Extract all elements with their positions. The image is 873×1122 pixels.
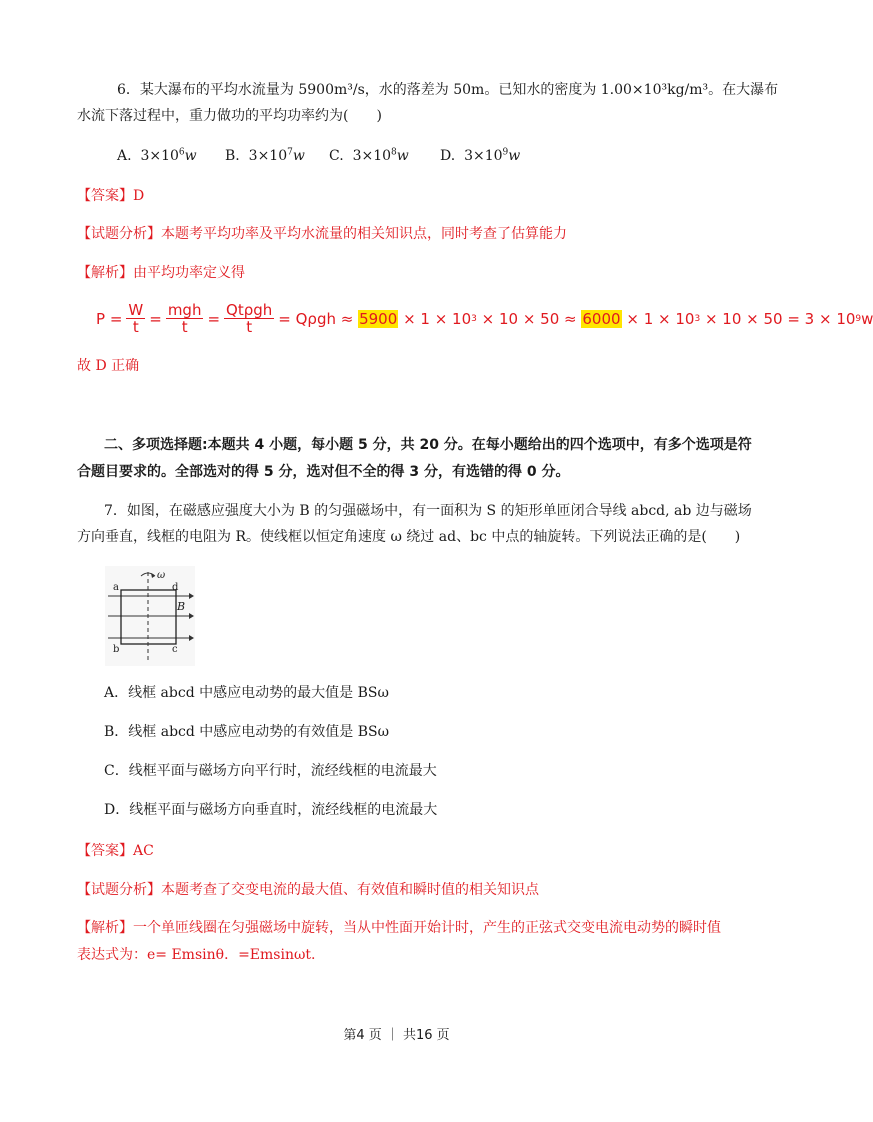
fraction-denominator: t xyxy=(132,318,139,336)
fraction-w-over-t xyxy=(126,302,145,335)
q6-line1: 6．某大瀑布的平均水流量为 5900m³/s，水的落差为 50m。已知水的密度为 1.00×10³kg/m³。在大瀑布 xyxy=(117,82,779,98)
fraction-denominator: t xyxy=(246,318,253,336)
label-c: c xyxy=(172,644,178,655)
q7-line1: 7．如图，在磁感应强度大小为 B 的匀强磁场中，有一面积为 S 的矩形单匝闭合导线 abcd, ab 边与磁场 xyxy=(104,503,752,519)
fraction-numerator: mgh xyxy=(167,301,202,319)
option-value: 3×10 xyxy=(140,148,179,164)
q7-figure xyxy=(105,566,195,666)
option-unit: w xyxy=(292,148,305,164)
formula-part: × 1 × 10 xyxy=(403,309,472,328)
q6-option-a xyxy=(117,146,197,166)
q6-answer: 【答案】D xyxy=(77,188,145,204)
q6-option-b xyxy=(225,146,305,166)
option-exponent: 8 xyxy=(391,147,397,158)
option-unit: w xyxy=(508,148,521,164)
q6-line2: 水流下落过程中，重力做功的平均功率约为( ) xyxy=(77,108,382,124)
option-value: 3×10 xyxy=(352,148,392,164)
q7-line2: 方向垂直，线框的电阻为 R。使线框以恒定角速度 ω 绕过 ad、bc 中点的轴旋转。下列说法正确的是( ) xyxy=(77,529,741,545)
option-value: 3×10 xyxy=(464,148,503,164)
fraction-qtrhogh-over-t xyxy=(224,302,274,335)
q6-solution: 【解析】由平均功率定义得 xyxy=(77,265,245,281)
option-label: A. xyxy=(117,148,132,164)
label-a: a xyxy=(113,582,119,593)
q7-solution-line2: 表达式为：e= Emsinθ．=Emsinωt. xyxy=(77,947,316,963)
q6-option-d xyxy=(440,146,520,166)
highlight-5900: 5900 xyxy=(359,309,398,328)
formula-part: × 10 × 50 ≈ xyxy=(481,309,577,328)
q7-option-a: A．线框 abcd 中感应电动势的最大值是 BSω xyxy=(104,685,389,701)
formula-unit: w xyxy=(861,309,873,328)
section2-line1: 二、多项选择题:本题共 4 小题，每小题 5 分，共 20 分。在每小题给出的四个选项中，有多个选项是符 xyxy=(104,437,752,453)
option-exponent: 6 xyxy=(178,147,185,158)
option-exponent: 7 xyxy=(287,147,293,158)
q6-option-c xyxy=(329,146,409,166)
option-label: B. xyxy=(225,148,240,164)
option-label: D. xyxy=(440,148,456,164)
fraction-numerator: W xyxy=(128,301,144,319)
option-exponent: 9 xyxy=(502,147,509,158)
fraction-numerator: Qtρgh xyxy=(226,301,273,319)
q7-option-b: B．线框 abcd 中感应电动势的有效值是 BSω xyxy=(104,724,390,740)
q7-option-c: C．线框平面与磁场方向平行时，流经线框的电流最大 xyxy=(104,763,437,779)
fraction-mgh-over-t xyxy=(166,302,204,335)
highlight-6000: 6000 xyxy=(582,309,621,328)
option-value: 3×10 xyxy=(248,148,288,164)
equals-sign: = xyxy=(207,309,221,328)
formula-part: × 1 × 10 xyxy=(626,309,695,328)
q6-conclusion: 故 D 正确 xyxy=(77,358,140,374)
option-label: C. xyxy=(329,148,344,164)
label-omega: ω xyxy=(157,570,166,581)
q7-answer: 【答案】AC xyxy=(77,843,154,859)
label-field-b: B xyxy=(177,600,186,613)
option-unit: w xyxy=(184,148,197,164)
page-footer: 第4 页 ｜ 共16 页 xyxy=(343,1028,450,1043)
formula-mid: = Qρgh ≈ xyxy=(278,309,354,328)
q6-analysis: 【试题分析】本题考平均功率及平均水流量的相关知识点，同时考查了估算能力 xyxy=(77,226,567,242)
section2-line2: 合题目要求的。全部选对的得 5 分，选对但不全的得 3 分，有选错的得 0 分。 xyxy=(77,464,570,480)
equals-sign: = xyxy=(149,309,162,328)
q7-analysis: 【试题分析】本题考查了交变电流的最大值、有效值和瞬时值的相关知识点 xyxy=(77,882,539,898)
formula-lhs: P = xyxy=(96,309,123,328)
q7-option-d: D．线框平面与磁场方向垂直时，流经线框的电流最大 xyxy=(104,802,438,818)
fraction-denominator: t xyxy=(181,318,188,336)
option-unit: w xyxy=(396,148,409,164)
label-b: b xyxy=(113,644,120,655)
q6-formula: P = $\frac{W}{t}$ = $\frac{\text{mgh}}{t}$ = $\frac{\text{Qtρgh}}{t}$ = Qρgh ≈ 5900 × 1 × 10 3 × 10 × 50 ≈ 6000 × 1 × 10 3 × 10 × 50 = 3 × 10 9 w xyxy=(96,301,873,336)
q7-solution-line1: 【解析】一个单匝线圈在匀强磁场中旋转，当从中性面开始计时，产生的正弦式交变电流电动势的瞬时值 xyxy=(77,920,721,936)
label-d: d xyxy=(172,582,179,593)
formula-part: × 10 × 50 = 3 × 10 xyxy=(704,309,856,328)
